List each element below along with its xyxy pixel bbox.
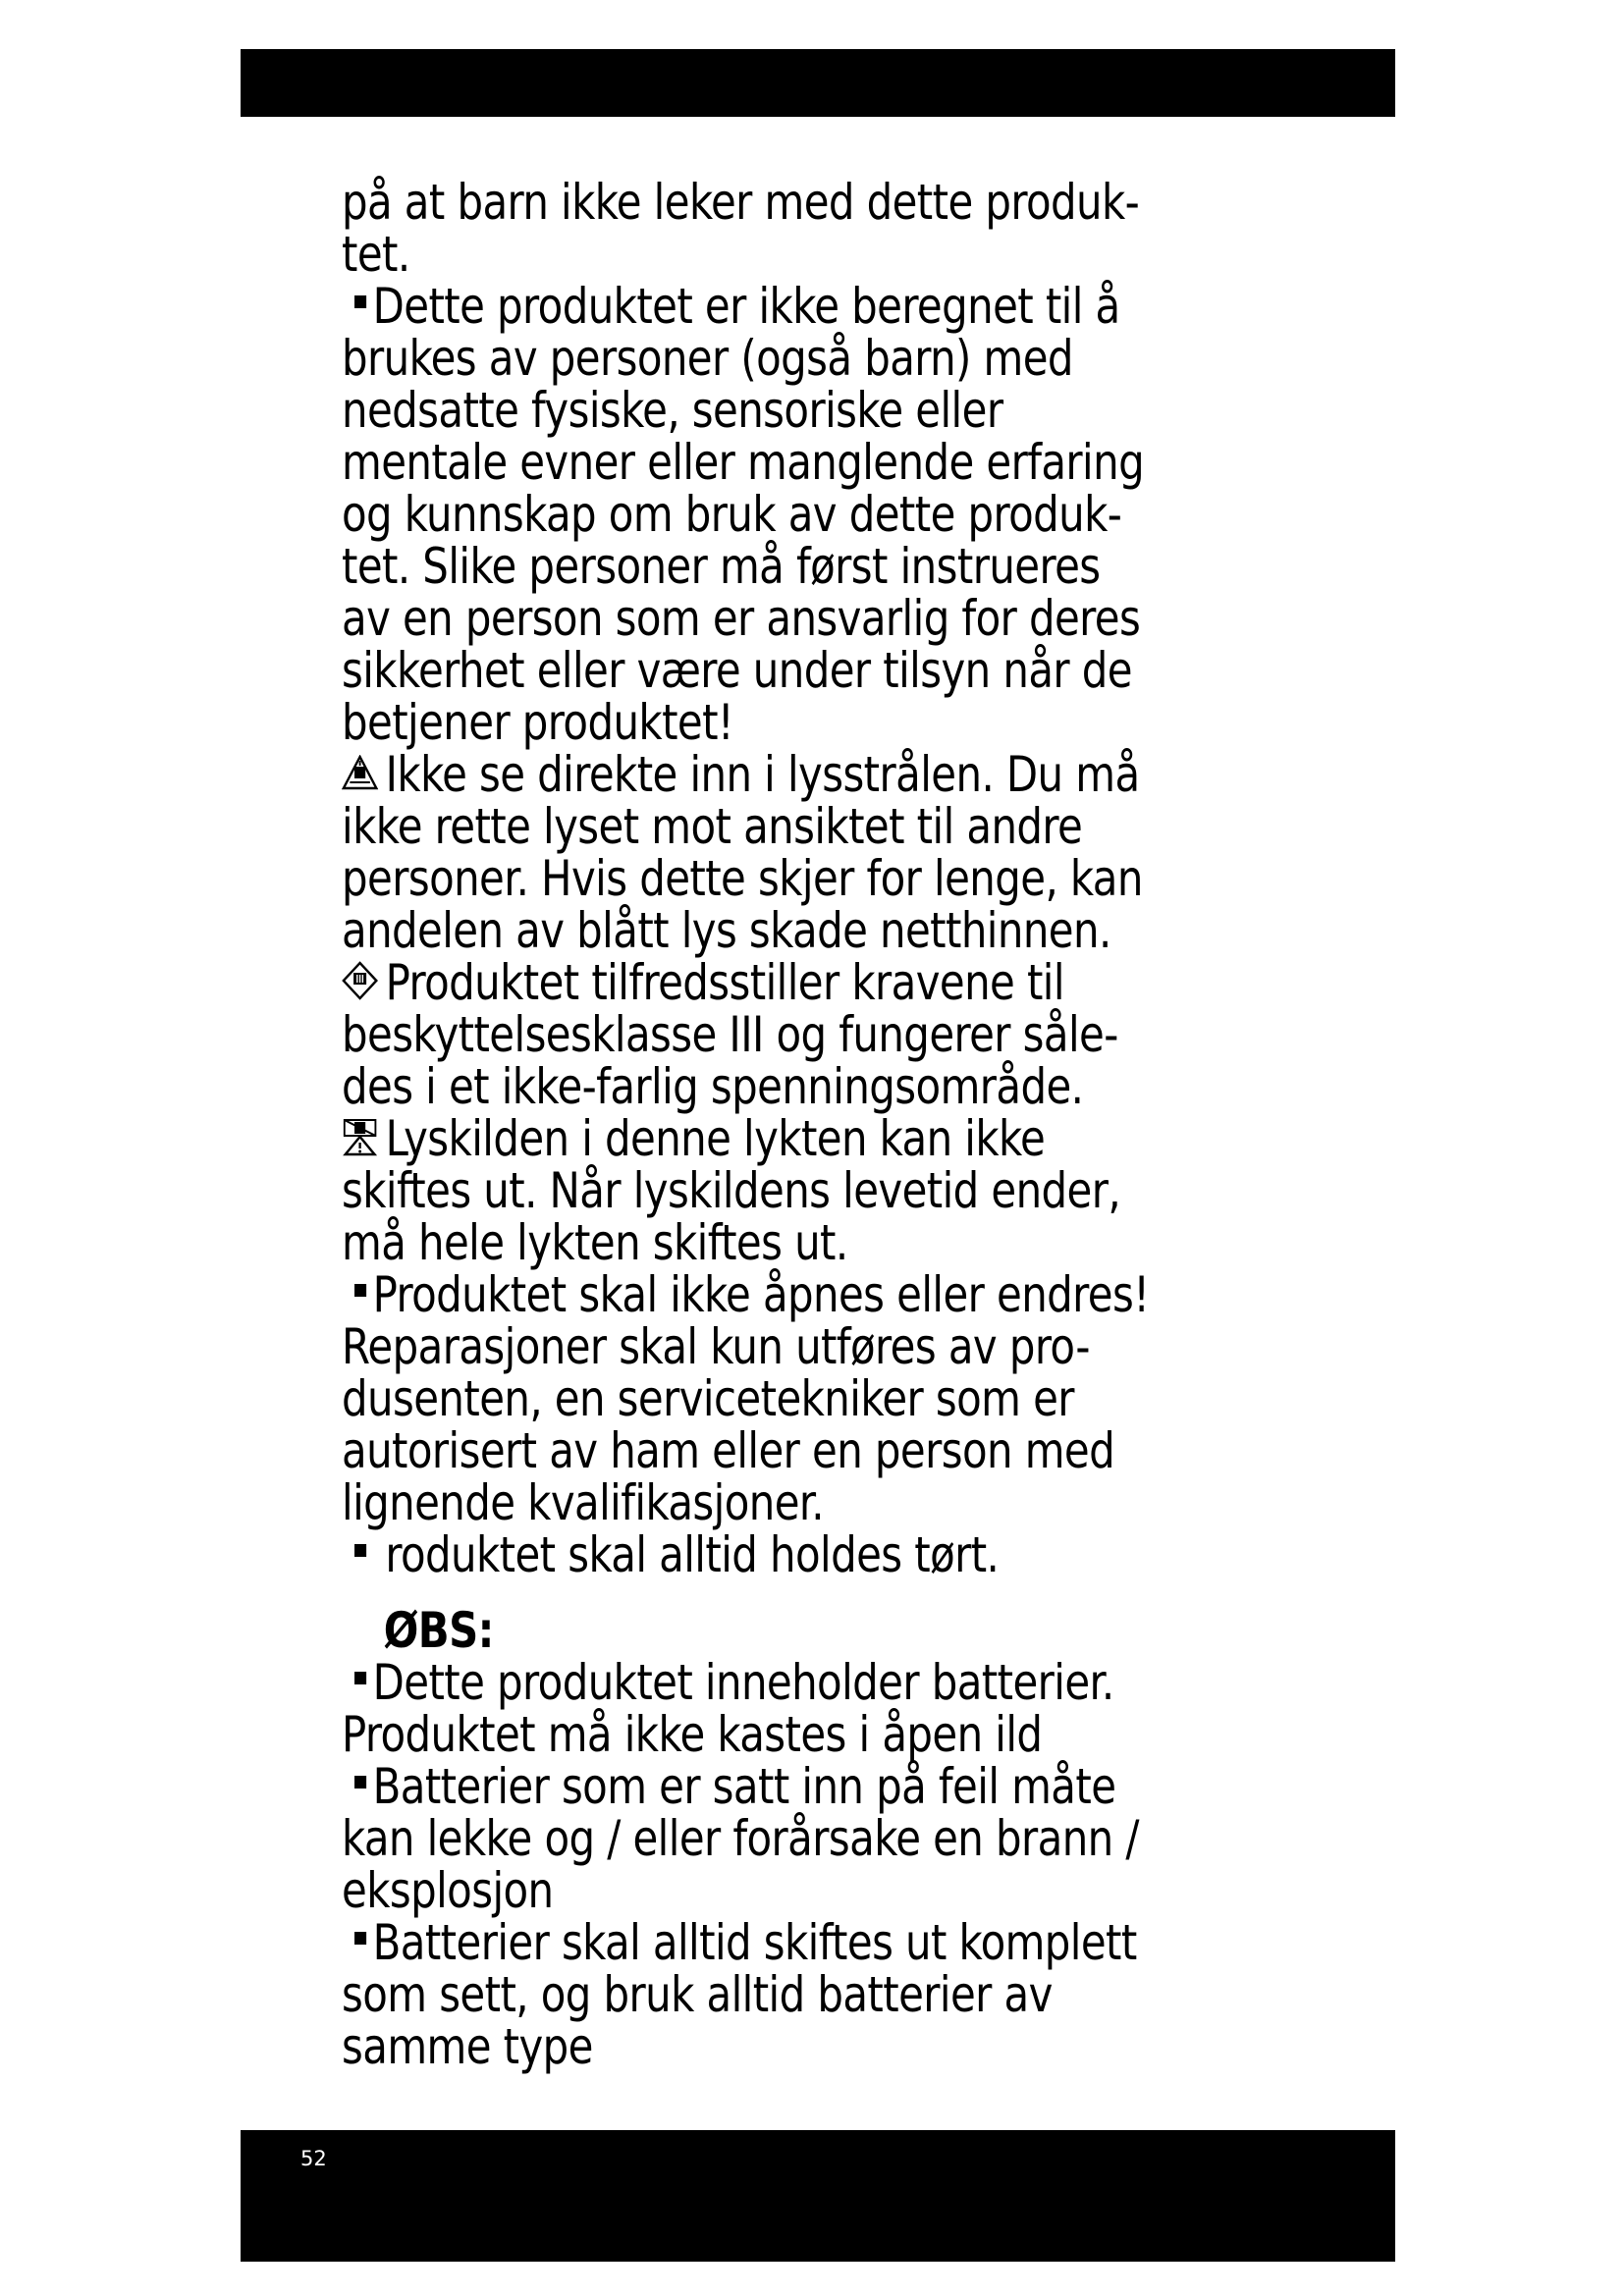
text-line: Batterier som er satt inn på feil måte [372,1758,1116,1815]
page-number: 52 [300,2147,327,2170]
non-replaceable-light-source-icon [342,1117,378,1156]
text-line: Produktet må ikke kastes i åpen ild [342,1706,1043,1763]
footer-bar [241,2130,1395,2262]
text-line: nedsatte fysiske, sensoriske eller [342,382,1003,439]
text-line: roduktet skal alltid holdes tørt. [385,1526,1000,1583]
text-line: ikke rette lyset mot ansiktet til andre [342,798,1083,855]
text-line: Ikke se direkte inn i lysstrålen. Du må [385,746,1140,803]
obs-heading [342,1602,1255,1659]
text-line: skiftes ut. Når lyskildens levetid ender, [342,1162,1121,1219]
text-line: og kunnskap om bruk av dette produk- [342,486,1122,543]
protection-class-note [342,954,1255,1011]
obs-label: ØBS: [383,1602,494,1659]
bullet-icon [354,1932,366,1945]
protection-class-iii-icon [342,961,378,1000]
text-line: Batterier skal alltid skiftes ut komplett [372,1914,1137,1971]
light-source-note [342,1110,1255,1167]
text-line: des i et ikke-farlig spenningsområde. [342,1058,1084,1115]
text-line: må hele lykten skiftes ut. [342,1214,848,1271]
text-line: sikkerhet eller være under tilsyn når de [342,642,1132,699]
text-line: betjener produktet! [342,694,734,751]
text-line: samme type [342,2018,593,2075]
text-line: på at barn ikke leker med dette produk- [342,174,1140,231]
blue-light-warning [342,746,1255,803]
text-line: eksplosjon [342,1862,554,1919]
text-line: kan lekke og / eller forårsake en brann / [342,1810,1139,1867]
text-line: lignende kvalifikasjoner. [342,1474,824,1531]
bullet-icon [354,1776,366,1789]
bullet-item-battery-insertion [342,1758,1255,1815]
text-line: beskyttelsesklasse III og fungerer såle- [342,1006,1118,1063]
text-line: som sett, og bruk alltid batterier av [342,1966,1053,2023]
text-line: brukes av personer (også barn) med [342,330,1073,387]
text-line: Produktet skal ikke åpnes eller endres! [372,1266,1150,1323]
text-line: autorisert av ham eller en person med [342,1422,1115,1479]
bullet-item-repairs [342,1266,1255,1323]
text-line: andelen av blått lys skade netthinnen. [342,902,1111,959]
bullet-item-battery-replacement [342,1914,1255,1971]
text-line: tet. [342,226,410,283]
text-line: tet. Slike personer må først instrueres [342,538,1101,595]
text-line: Lyskilden i denne lykten kan ikke [385,1110,1046,1167]
text-line: av en person som er ansvarlig for deres [342,590,1141,647]
bullet-item-dry [342,1526,1255,1583]
text-line: personer. Hvis dette skjer for lenge, kan [342,850,1143,907]
header-bar [241,49,1395,117]
warning-triangle-lamp-icon [342,755,378,790]
bullet-item-children [342,278,1255,335]
text-line: Reparasjoner skal kun utføres av pro- [342,1318,1090,1375]
text-line: mentale evner eller manglende erfaring [342,434,1145,491]
text-line: dusenten, en servicetekniker som er [342,1370,1074,1427]
bullet-item-batteries [342,1654,1255,1711]
text-line: Produktet tilfredsstiller kravene til [385,954,1064,1011]
text-line: Dette produktet er ikke beregnet til å [372,278,1120,335]
bullet-icon [354,1672,366,1684]
text-line: Dette produktet inneholder batterier. [372,1654,1114,1711]
bullet-icon [354,1544,366,1557]
manual-text [342,174,1255,2075]
bullet-icon [354,295,366,308]
bullet-icon [354,1284,366,1297]
